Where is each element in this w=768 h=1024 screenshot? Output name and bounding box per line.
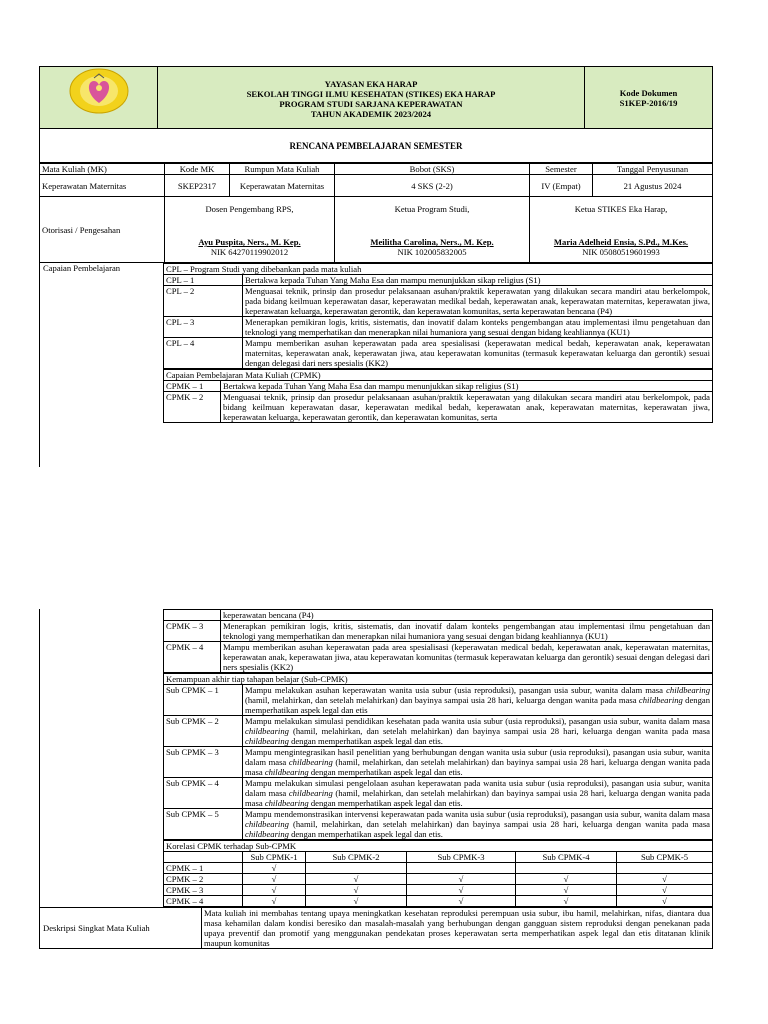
signature-ketua-nik: NIK 05080519601993	[582, 247, 660, 257]
korelasi-tick: √	[306, 896, 407, 907]
signature-kaprodi-role: Ketua Program Studi,	[394, 204, 470, 214]
korelasi-tick: √	[617, 885, 713, 896]
info-value-tanggal: 21 Agustus 2024	[593, 175, 713, 197]
info-header-mk: Mata Kuliah (MK)	[40, 164, 165, 175]
deskripsi-text: Mata kuliah ini membahas tentang upaya meningkatkan kesehatan reproduksi perempuan usia subur, ibu hamil, melahirkan, nifas, diantara dua masa kehamilan dalam kondisi beresiko dan masalah-masalah yang berhubungan dengan gangguan sistem reproduksi dengan penekanan pada upaya preventif dan promotif yang menggunakan pendekatan proses keperawatan serta memperhatikan aspek legal dan etis ditatanan klinik maupun komunitas	[202, 908, 713, 949]
cpmk-text: Mampu memberikan asuhan keperawatan pada area spesialisasi (keperawatan medical bedah, keperawatan anak, keperawatan maternitas, keperawatan anak, keperawatan jiwa, atau keperawatan komunitas (termasuk keperawatan keluarga dan gerontik) sesuai dengan delegasi dari ners spesialis (KK2)	[221, 642, 713, 673]
sub-cpmk-header: Kemampuan akhir tiap tahapan belajar (Sub-CPMK)	[164, 674, 713, 685]
korelasi-tick: √	[306, 885, 407, 896]
otorisasi-label: Otorisasi / Pengesahan	[40, 197, 165, 263]
cpmk-table-page2	[163, 609, 713, 673]
korelasi-corner	[164, 852, 243, 863]
cpmk-code: CPMK – 1	[164, 381, 221, 392]
logo-cell	[40, 67, 158, 129]
korelasi-row-code: CPMK – 3	[164, 885, 243, 896]
sub-cpmk-text: Mampu melakukan simulasi pendidikan kesehatan pada wanita usia subur (usia reproduksi), pasangan usia subur, wanita dalam masa childbearing (hamil, melahirkan, dan setelah melahirkan) dan bayinya sampai usia 28 hari, keluarga dengan wanita pada masa childbearing dengan memperhatikan aspek legal dan etis.	[243, 716, 713, 747]
sub-cpmk-code: Sub CPMK – 3	[164, 747, 243, 778]
signature-dosen-nik: NIK 64270119902012	[210, 247, 289, 257]
header-line-2: SEKOLAH TINGGI ILMU KESEHATAN (STIKES) EKA HARAP	[246, 88, 496, 99]
korelasi-tick: √	[516, 885, 617, 896]
korelasi-col: Sub CPMK-2	[306, 852, 407, 863]
signature-ketua-name: Maria Adelheid Ensia, S.Pd., M.Kes.	[553, 237, 689, 247]
signature-dosen-name: Ayu Puspita, Ners., M. Kep.	[198, 237, 301, 247]
korelasi-row-code: CPMK – 2	[164, 874, 243, 885]
korelasi-tick: √	[407, 874, 516, 885]
signature-ketua-role: Ketua STIKES Eka Harap,	[574, 204, 668, 214]
info-header-rumpun: Rumpun Mata Kuliah	[230, 164, 335, 175]
cpmk-text-continued: keperawatan bencana (P4)	[221, 610, 713, 621]
cpl-code: CPL – 2	[164, 286, 243, 317]
info-value-rumpun: Keperawatan Maternitas	[230, 175, 335, 197]
korelasi-col: Sub CPMK-3	[407, 852, 516, 863]
info-value-semester: IV (Empat)	[530, 175, 593, 197]
korelasi-tick	[407, 863, 516, 874]
info-header-tanggal: Tanggal Penyusunan	[593, 164, 713, 175]
sub-cpmk-text: Mampu melakukan simulasi pengelolaan asuhan keperawatan pada wanita usia subur (usia reproduksi), pasangan usia subur, wanita dalam masa childbearing (hamil, melahirkan, dan setelah melahirkan) dan bayinya sampai usia 28 hari, keluarga dengan wanita pada masa childbearing dengan memperhatikan aspek legal dan etis.	[243, 778, 713, 809]
document-code-cell	[585, 67, 713, 129]
header-line-3: PROGRAM STUDI SARJANA KEPERAWATAN	[279, 98, 463, 109]
korelasi-tick: √	[407, 896, 516, 907]
korelasi-tick	[516, 863, 617, 874]
korelasi-tick: √	[617, 896, 713, 907]
cpmk-code: CPMK – 3	[164, 621, 221, 642]
header-line-1: YAYASAN EKA HARAP	[324, 78, 418, 89]
institution-header	[158, 67, 585, 129]
header-line-4: TAHUN AKADEMIK 2023/2024	[310, 108, 432, 119]
capaian-left-border-p2	[39, 609, 40, 949]
cpmk-text: Menerapkan pemikiran logis, kritis, sistematis, dan inovatif dalam konteks pengembangan atau implementasi ilmu pengetahuan dan teknologi yang memperhatikan dan menerapkan nilai humaniora yang sesuai dengan bidang keahliannya (KU1)	[221, 621, 713, 642]
info-header-bobot: Bobot (SKS)	[335, 164, 530, 175]
signature-dosen-role: Dosen Pengembang RPS,	[205, 204, 294, 214]
info-value-kode: SKEP2317	[165, 175, 230, 197]
cpl-header: CPL – Program Studi yang dibebankan pada mata kuliah	[164, 264, 713, 275]
sub-cpmk-text: Mampu melakukan asuhan keperawatan wanita usia subur (usia reproduksi), pasangan usia subur, wanita dalam masa childbearing (hamil, melahirkan, dan setelah melahirkan) dan bayinya sampai usia 28 hari, keluarga dengan wanita pada masa childbearing dengan memperhatikan aspek legal dan etis	[243, 685, 713, 716]
korelasi-tick	[306, 863, 407, 874]
institution-logo	[40, 67, 157, 115]
page-1	[39, 66, 713, 423]
korelasi-row-code: CPMK – 1	[164, 863, 243, 874]
korelasi-tick: √	[617, 874, 713, 885]
korelasi-tick: √	[306, 874, 407, 885]
document-code-label: Kode Dokumen	[619, 87, 678, 98]
signature-ketua	[530, 197, 713, 263]
cpmk-code: CPMK – 4	[164, 642, 221, 673]
deskripsi-label: Deskripsi Singkat Mata Kuliah	[40, 908, 202, 949]
page-2	[39, 609, 713, 949]
korelasi-row-code: CPMK – 4	[164, 896, 243, 907]
course-info-table	[39, 163, 713, 263]
cpmk-code: CPMK – 2	[164, 392, 221, 423]
cpmk-header: Capaian Pembelajaran Mata Kuliah (CPMK)	[164, 370, 713, 381]
cpmk-code-empty	[164, 610, 221, 621]
signature-kaprodi-nik: NIK 102005832005	[397, 247, 467, 257]
deskripsi-table	[39, 907, 713, 949]
capaian-label: Capaian Pembelajaran	[39, 263, 161, 273]
info-header-semester: Semester	[530, 164, 593, 175]
signature-kaprodi-name: Meilitha Carolina, Ners., M. Kep.	[370, 237, 494, 247]
cpl-code: CPL – 3	[164, 317, 243, 338]
info-header-kode: Kode MK	[165, 164, 230, 175]
cpl-table	[163, 263, 713, 369]
korelasi-tick: √	[243, 896, 306, 907]
header-table	[39, 66, 713, 163]
cpmk-table-page1	[163, 369, 713, 423]
korelasi-tick: √	[516, 874, 617, 885]
sub-cpmk-code: Sub CPMK – 4	[164, 778, 243, 809]
cpl-text: Mampu memberikan asuhan keperawatan pada area spesialisasi (keperawatan medical bedah, keperawatan anak, keperawatan maternitas, keperawatan anak, keperawatan jiwa, atau keperawatan komunitas (termasuk keperawatan keluarga dan gerontik) sesuai dengan delegasi dari ners spesialis (KK2)	[243, 338, 713, 369]
korelasi-table	[163, 840, 713, 907]
capaian-left-border	[39, 263, 40, 467]
cpl-text: Menguasai teknik, prinsip dan prosedur pelaksanaan asuhan/praktik keperawatan yang dilakukan secara mandiri atau berkelompok, pada bidang keilmuan keperawatan dasar, keperawatan medikal bedah, keperawatan anak, keperawatan maternitas, keperawatan jiwa, keperawatan keluarga, keperawatan gerontik, dan keperawatan komunitas, serta keperawatan bencana (P4)	[243, 286, 713, 317]
document-title: RENCANA PEMBELAJARAN SEMESTER	[40, 129, 713, 163]
signature-kaprodi	[335, 197, 530, 263]
cpl-code: CPL – 4	[164, 338, 243, 369]
cpmk-text: Bertakwa kepada Tuhan Yang Maha Esa dan mampu menunjukkan sikap religius (S1)	[221, 381, 713, 392]
info-value-mk: Keperawatan Maternitas	[40, 175, 165, 197]
korelasi-tick: √	[243, 863, 306, 874]
cpmk-text: Menguasai teknik, prinsip dan prosedur pelaksanaan asuhan/praktik keperawatan yang dilakukan secara mandiri atau berkelompok, pada bidang keilmuan keperawatan dasar, keperawatan medikal bedah, keperawatan anak, keperawatan maternitas, keperawatan jiwa, keperawatan keluarga, keperawatan gerontik, dan keperawatan komunitas, serta	[221, 392, 713, 423]
cpl-text: Menerapkan pemikiran logis, kritis, sistematis, dan inovatif dalam konteks pengembangan atau implementasi ilmu pengetahuan dan teknologi yang memperhatikan dan menerapkan nilai humaniora yang sesuai dengan bidang keahliannya (KU1)	[243, 317, 713, 338]
korelasi-tick	[617, 863, 713, 874]
korelasi-tick: √	[516, 896, 617, 907]
korelasi-col: Sub CPMK-5	[617, 852, 713, 863]
korelasi-header: Korelasi CPMK terhadap Sub-CPMK	[164, 841, 713, 852]
sub-cpmk-code: Sub CPMK – 5	[164, 809, 243, 840]
document-code-value: S1KEP-2016/19	[619, 97, 678, 108]
cpl-text: Bertakwa kepada Tuhan Yang Maha Esa dan mampu menunjukkan sikap religius (S1)	[243, 275, 713, 286]
sub-cpmk-code: Sub CPMK – 1	[164, 685, 243, 716]
info-value-bobot: 4 SKS (2-2)	[335, 175, 530, 197]
korelasi-col: Sub CPMK-1	[243, 852, 306, 863]
korelasi-col: Sub CPMK-4	[516, 852, 617, 863]
sub-cpmk-code: Sub CPMK – 2	[164, 716, 243, 747]
korelasi-tick: √	[407, 885, 516, 896]
cpl-code: CPL – 1	[164, 275, 243, 286]
sub-cpmk-table	[163, 673, 713, 840]
signature-dosen	[165, 197, 335, 263]
korelasi-tick: √	[243, 885, 306, 896]
sub-cpmk-text: Mampu mengintegrasikan hasil penelitian yang berhubungan dengan wanita usia subur (usia reproduksi), pasangan usia subur, wanita dalam masa childbearing (hamil, melahirkan, dan setelah melahirkan) dan bayinya sampai usia 28 hari, keluarga dengan wanita pada masa childbearing dengan memperhatikan aspek legal dan etis.	[243, 747, 713, 778]
korelasi-tick: √	[243, 874, 306, 885]
sub-cpmk-text: Mampu mendemonstrasikan intervensi keperawatan pada wanita usia subur (usia reproduksi), pasangan usia subur, wanita dalam masa childbearing (hamil, melahirkan, dan setelah melahirkan) dan bayinya sampai usia 28 hari, keluarga dengan wanita pada masa childbearing dengan memperhatikan aspek legal dan etis.	[243, 809, 713, 840]
